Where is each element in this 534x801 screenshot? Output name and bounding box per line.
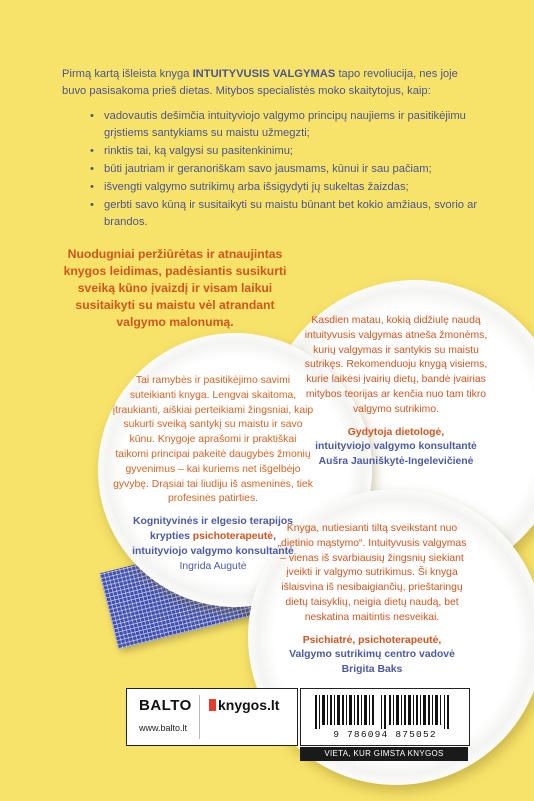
list-item: • rinktis tai, ką valgysi su pasitenkinimu; [90,143,480,160]
publisher-logos [126,688,298,746]
signature-name: Brigita Baks [341,664,403,676]
signature-fragment: psichoterapeutė [192,530,274,542]
knygos-logo-mark-icon [209,699,216,711]
testimonial-text: Tai ramybės ir pasitikėjimo savimi suteikianti knyga. Lengvai skaitoma, įtraukianti, aiškiai perteikiami žingsniai, kaip sukurti sveiką santykį su maistu ir savo kūnu. Knygoje aprašomi ir praktiškai taikomi principai pakeitė daugybės žmonių gyvenimus – kai kuriems net išgelbėjo gyvybę. Drąsiai tai liudiju iš asmeninės, tiek profesinės patirties. [112,375,314,505]
list-item: • būti jautriam ir geranoriškam savo jausmams, kūnui ir sau pačiam; [90,161,480,178]
benefits-list [90,108,480,232]
signature-name: Ingrida Augutė [179,560,247,572]
knygos-logo-text: knygos.lt [218,697,280,713]
knygos-logo [209,697,279,713]
signature-line: Valgymo sutrikimų centro vadovė [289,649,455,661]
balto-logo: BALTO [139,697,192,714]
intro-text-after: tapo revoliucija, nes joje buvo pasisakoma prieš dietas. Mitybos specialistės moko skaitytojus, kaip: [62,68,458,97]
signature-name: Aušra Jauniškytė-Ingelevičienė [318,456,474,468]
list-item: • išvengti valgymo sutrikimų arba išsigydyti jų sukeltas žaizdas; [90,179,480,196]
testimonial-signature [274,634,470,678]
signature-fragment: , [273,530,276,542]
intro-paragraph [62,66,474,100]
testimonial-text: Kasdien matau, kokią didžiulę naudą intuityvusis valgymas atneša žmonėms, kurių valgymas ir santykis su maistu sutrikęs. Rekomenduoju knygą visiems, kurie laikėsi įvairių dietų, bandė įvairias mitybos teorijas ar kenčia nuo tam tikro valgymo sutrikimo. [304,315,488,415]
list-item: • vadovautis dešimčia intuityviojo valgymo principų naujiems ir pasitikėjimu grįstiems santykiams su maistu užmegzti; [90,108,480,142]
barcode-icon [315,695,455,729]
testimonial-text: Knyga, nutiesianti tiltą sveikstant nuo „dietinio mąstymo“. Intuityvusis valgymas – vienas iš svarbiausių žingsnių siekiant įveikti ir valgymo sutrikimus. Ši knyga išlaisvina iš nesibaigiančių, prieštaringų dietų taisyklių, neigia dietų naudą, bet neskatina maitintis nesveikai. [277,523,467,623]
intro-book-title: INTUITYVUSIS VALGYMAS [192,68,336,80]
signature-line: Psichiatrė, psichoterapeutė, [302,634,442,646]
edition-blurb: Nuodugniai peržiūrėtas ir atnaujintas knygos leidimas, padėsiantis susikurti sveiką kūno įvaizdį ir visam laikui susitaikyti su maistu vėl atrandant valgymo malonumą. [63,247,287,329]
isbn-barcode [300,688,470,746]
isbn-number: 9 786094 875052 [333,729,437,740]
list-item: • gerbti savo kūną ir susitaikyti su maistu būnant bet kokio amžiaus, svorio ar brandos. [90,197,480,231]
signature-line: Gydytoja dietologė, [347,426,445,438]
signature-line: Kognityvinės ir elgesio terapijos [133,516,293,528]
signature-fragment: krypties [150,530,193,542]
signature-line: intuityviojo valgymo konsultantė [315,441,477,453]
testimonial-signature [298,426,494,470]
publisher-tagline: VIETA, KUR GIMSTA KNYGOS [300,747,468,761]
publisher-url: www.balto.lt [139,723,188,733]
testimonial-bottom [274,522,470,678]
signature-line: intuityviojo valgymo konsultantė [132,545,294,557]
logo-divider [199,695,200,739]
intro-text-before: Pirmą kartą išleista knyga [62,68,193,80]
testimonial-right [298,314,494,470]
